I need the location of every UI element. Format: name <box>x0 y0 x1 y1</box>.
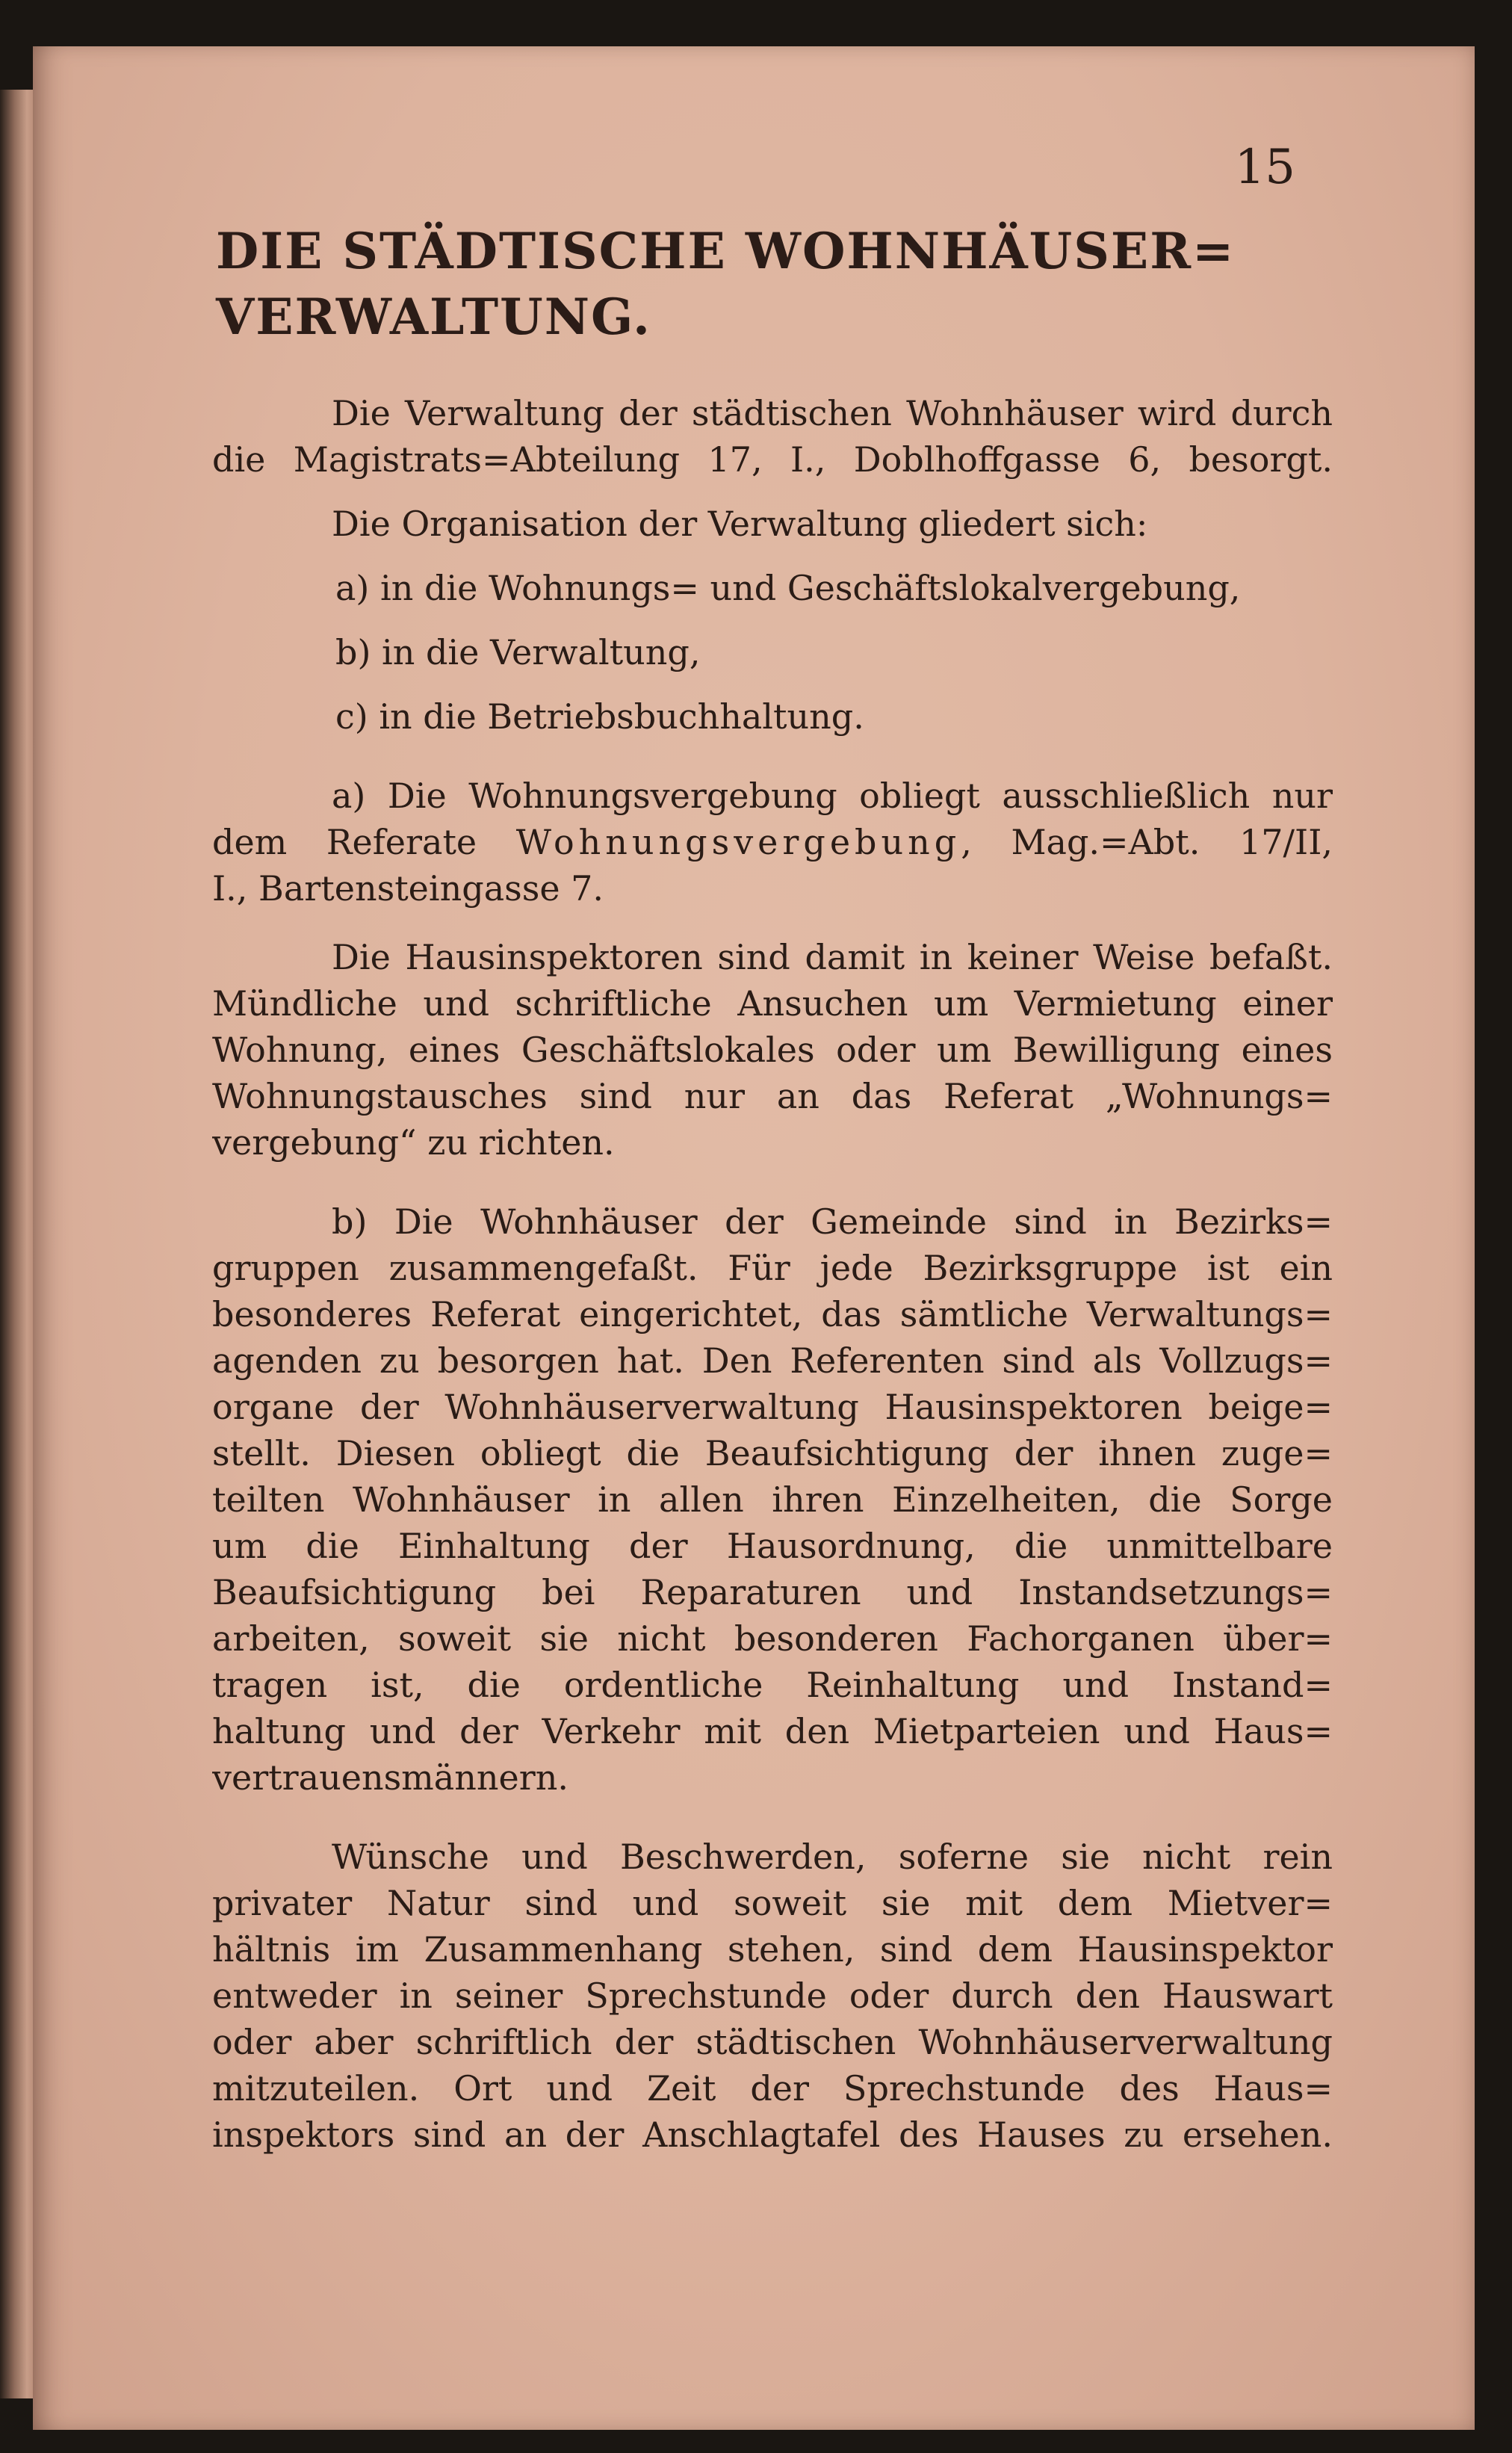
text-line: entweder in seiner Sprechstunde oder durch den Hauswart <box>212 1976 1333 2016</box>
text-line: I., Bartensteingasse 7. <box>212 868 604 909</box>
text-line: privater Natur sind und soweit sie mit dem Mietver= <box>212 1883 1333 1923</box>
list-item: b) in die Verwaltung, <box>335 632 701 672</box>
text-line: teilten Wohnhäuser in allen ihren Einzelheiten, die Sorge <box>212 1479 1333 1520</box>
text-line: Die Organisation der Verwaltung gliedert sich: <box>332 504 1148 544</box>
text-line: mitzuteilen. Ort und Zeit der Sprechstunde des Haus= <box>212 2068 1333 2109</box>
text-line: Wohnungstausches sind nur an das Referat „Wohnungs= <box>212 1076 1333 1116</box>
text-line: hältnis im Zusammenhang stehen, sind dem Hausinspektor <box>212 1929 1333 1970</box>
page-number: 15 <box>1234 140 1295 195</box>
text-line: Die Verwaltung der städtischen Wohnhäuser wird durch <box>332 393 1333 433</box>
text-line: agenden zu besorgen hat. Den Referenten sind als Vollzugs= <box>212 1340 1333 1381</box>
text-line <box>212 819 1333 865</box>
body-text <box>212 390 1333 2158</box>
list-item: a) in die Wohnungs= und Geschäftslokalvergebung, <box>335 568 1241 608</box>
text-line: Mündliche und schriftliche Ansuchen um Vermietung einer <box>212 983 1333 1024</box>
text-line: vergebung“ zu richten. <box>212 1122 615 1163</box>
text-line: arbeiten, soweit sie nicht besonderen Fachorganen über= <box>212 1618 1333 1659</box>
text-segment: dem Referate <box>212 822 516 862</box>
list-item: c) in die Betriebsbuchhaltung. <box>335 696 864 737</box>
text-line: oder aber schriftlich der städtischen Wohnhäuserverwaltung <box>212 2022 1333 2062</box>
text-line: a) Die Wohnungsvergebung obliegt ausschließlich nur <box>332 776 1333 816</box>
text-line: inspektors sind an der Anschlagtafel des Hauses zu ersehen. <box>212 2115 1333 2155</box>
book-page <box>33 46 1475 2430</box>
text-line: b) Die Wohnhäuser der Gemeinde sind in Bezirks= <box>332 1201 1333 1242</box>
text-line: gruppen zusammengefaßt. Für jede Bezirksgruppe ist ein <box>212 1248 1333 1288</box>
text-line: tragen ist, die ordentliche Reinhaltung und Instand= <box>212 1665 1333 1705</box>
text-line: Wünsche und Beschwerden, soferne sie nicht rein <box>332 1837 1333 1877</box>
title-line: VERWALTUNG. <box>216 288 652 346</box>
text-line: besonderes Referat eingerichtet, das sämtliche Verwaltungs= <box>212 1294 1333 1334</box>
text-line: um die Einhaltung der Hausordnung, die unmittelbare <box>212 1526 1333 1566</box>
text-line: Die Hausinspektoren sind damit in keiner Weise befaßt. <box>332 937 1333 977</box>
text-line: Wohnung, eines Geschäftslokales oder um Bewilligung eines <box>212 1030 1333 1070</box>
text-line: organe der Wohnhäuserverwaltung Hausinspektoren beige= <box>212 1387 1333 1427</box>
text-line: haltung und der Verkehr mit den Mietparteien und Haus= <box>212 1711 1333 1751</box>
text-line: vertrauensmännern. <box>212 1757 568 1798</box>
text-line: stellt. Diesen obliegt die Beaufsichtigung der ihnen zuge= <box>212 1433 1333 1473</box>
title-line: DIE STÄDTISCHE WOHNHÄUSER= <box>216 222 1236 280</box>
text-line: die Magistrats=Abteilung 17, I., Doblhoffgasse 6, besorgt. <box>212 439 1333 480</box>
spaced-term: Wohnungsvergebung <box>515 822 961 862</box>
text-line: Beaufsichtigung bei Reparaturen und Instandsetzungs= <box>212 1572 1333 1612</box>
page-title <box>216 218 1235 350</box>
text-segment: , Mag.=Abt. 17/II, <box>961 822 1333 862</box>
previous-page-edge <box>0 90 36 2398</box>
